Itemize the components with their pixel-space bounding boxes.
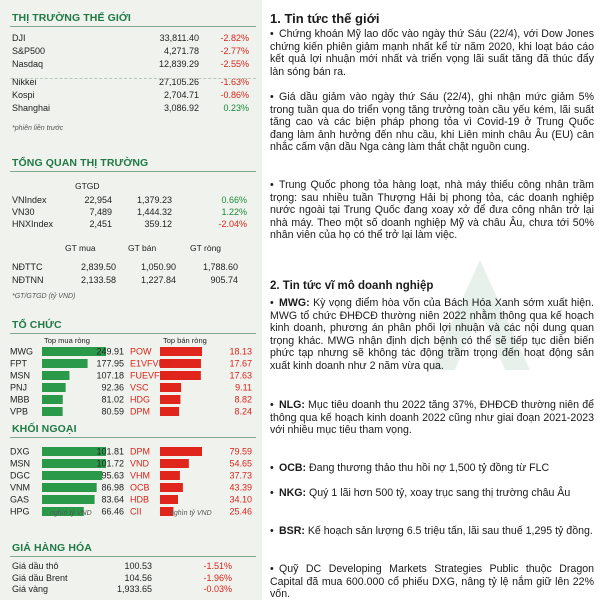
macro-news-item: • MWG: Kỳ vọng điểm hòa vốn của Bách Hóa Xanh sớm xuất hiện. MWG tổ chức ĐHĐCĐ thường niên 2022 nhằm thông qua kế hoạch kinh doanh, phương án phân phối lợi nhuận và các nội dung quan trọng khác. MWG nhận định dịch bệnh có thể sẽ tiếp tục diễn biến phức tạp nhưng sẽ không tác động trầm trọng đến hoạt động sản xuất kinh doanh như 2 năm vừa qua. <box>270 297 594 372</box>
index-value: 1,444.32 <box>136 207 172 217</box>
foreign-sell-unit: nghìn tỷ VND <box>170 510 212 517</box>
buy-value: 101.81 <box>96 446 124 457</box>
index-change: 0.23% <box>223 103 249 113</box>
buy-ticker: DXG <box>10 446 30 457</box>
index-value: 12,839.29 <box>158 59 199 69</box>
commodity-change: -0.03% <box>203 584 232 594</box>
world-news-item: • Giá dầu giảm vào ngày thứ Sáu (22/4), ghi nhận mức giảm 5% trong tuần qua do triển vọng tăng trưởng toàn cầu yếu kém, lãi suất tăng cao và các biện pháp phong tỏa vì Covid-19 ở Trung Quốc đang làm ảnh hưởng đến nhu cầu, khi Liên minh châu Âu (EU) cân nhắc cấm vận dầu Nga càng làm thắt chặt nguồn cung. <box>270 91 594 154</box>
macro-news-item: • BSR: Kế hoạch sản lượng 6.5 triệu tấn, lãi sau thuế 1,295 tỷ đồng. <box>270 525 593 537</box>
investor-buy: 2,839.50 <box>80 262 116 272</box>
world-news-heading: 1. Tin tức thế giới <box>270 11 380 26</box>
macro-news-heading: 2. Tin tức vĩ mô doanh nghiệp <box>270 280 434 292</box>
buy-value: 92.36 <box>101 382 124 393</box>
sell-ticker: HDB <box>130 494 150 505</box>
index-value: 3,086.92 <box>163 103 199 113</box>
investor-name: NĐTNN <box>12 275 44 285</box>
macro-news-item: • NLG: Mục tiêu doanh thu 2022 tăng 37%, ĐHĐCĐ thường niên để thông qua kế hoạch kinh doanh 2022 cũng như giai đoạn 2021-2023 với nhiều mục tiêu tham vọng. <box>270 399 594 437</box>
sell-value: 34.10 <box>229 494 252 505</box>
market-sidebar <box>0 0 262 600</box>
world-market-row <box>12 45 257 58</box>
buy-bar <box>42 471 102 480</box>
sell-ticker: VSC <box>130 382 149 393</box>
index-value: 33,811.40 <box>159 33 199 43</box>
institutional-buy-label: Top mua ròng <box>44 336 90 345</box>
commodity-change: -1.51% <box>203 561 232 571</box>
sell-bar <box>160 459 189 468</box>
sell-value: 79.59 <box>229 446 252 457</box>
commodity-name: Giá dầu thô <box>12 561 59 571</box>
index-change: -2.04% <box>218 219 247 229</box>
buy-bar <box>42 395 63 404</box>
investor-net: 905.74 <box>210 275 238 285</box>
sell-value: 18.13 <box>229 346 252 357</box>
foreign-buy-unit: nghìn tỷ VND <box>50 510 92 517</box>
foreign-chart <box>0 446 262 522</box>
sell-ticker: HDG <box>130 394 150 405</box>
overview-gtgd-header: GTGD <box>75 181 100 191</box>
sell-ticker: FUEVFVN <box>130 370 173 381</box>
news-main <box>270 0 596 600</box>
sell-ticker: DPM <box>130 406 150 417</box>
macro-news-item: • Quỹ DC Developing Markets Strategies Public thuộc Dragon Capital đã mua 600.000 cổ phiếu DXG, nâng tỷ lệ nắm giữ lên 22% vốn. <box>270 563 594 601</box>
buy-value: 249.91 <box>96 346 124 357</box>
index-name: VNIndex <box>12 195 47 205</box>
buy-ticker: FPT <box>10 358 27 369</box>
world-news-item: • Trung Quốc phong tỏa hàng loạt, nhà máy thiếu công nhân trầm trọng: sau nhiều tuần Thượng Hải bị phong tỏa, các doanh nghiệp nước ngoài tại Trung Quốc đang xoay xở để đưa công nhân trở lại nhà máy. Theo một số doanh nghiệp Mỹ và châu Âu, chưa tới 50% nhân viên của họ có thể trở lại làm việc. <box>270 179 594 242</box>
world-market-row <box>12 102 257 115</box>
index-name: Nikkei <box>12 77 37 87</box>
buy-value: 95.63 <box>101 470 124 481</box>
index-gtgd: 7,489 <box>89 207 112 217</box>
index-value: 359.12 <box>144 219 172 229</box>
sell-value: 17.67 <box>229 358 252 369</box>
sell-ticker: CII <box>130 506 142 517</box>
index-change: -2.55% <box>220 59 249 69</box>
investor-buy: 2,133.58 <box>80 275 116 285</box>
sell-value: 9.11 <box>235 382 252 393</box>
buy-ticker: MSN <box>10 458 30 469</box>
buy-value: 177.95 <box>96 358 124 369</box>
index-gtgd: 2,451 <box>89 219 112 229</box>
commodity-value: 1,933.65 <box>116 584 152 594</box>
overview-flow-row <box>12 261 257 274</box>
macro-news-item: • NKG: Quý 1 lãi hơn 500 tỷ, xoay trục sang thị trường châu Âu <box>270 487 571 499</box>
sell-bar <box>160 471 180 480</box>
index-value: 2,704.71 <box>163 90 199 100</box>
investor-sell: 1,227.84 <box>140 275 176 285</box>
buy-value: 107.18 <box>96 370 124 381</box>
buy-ticker: MBB <box>10 394 30 405</box>
sell-value: 17.63 <box>229 370 252 381</box>
overview-title: TỔNG QUAN THỊ TRƯỜNG <box>12 157 149 169</box>
sell-value: 8.82 <box>234 394 252 405</box>
index-value: 1,379.23 <box>136 195 172 205</box>
sell-value: 25.46 <box>229 506 252 517</box>
buy-value: 101.72 <box>96 458 124 469</box>
index-value: 4,271.78 <box>163 46 199 56</box>
buy-bar <box>42 407 63 416</box>
world-market-divider <box>10 78 256 79</box>
buy-value: 80.59 <box>101 406 124 417</box>
overview-note: *GT/GTGD (tỷ VND) <box>12 293 76 300</box>
investor-net: 1,788.60 <box>202 262 238 272</box>
foreign-rule <box>10 437 256 438</box>
world-market-note: *phiên liền trước <box>12 125 64 132</box>
sell-bar <box>160 407 179 416</box>
index-change: 1.22% <box>221 207 247 217</box>
overview-header-net: GT ròng <box>190 243 222 253</box>
buy-value: 86.98 <box>101 482 124 493</box>
sell-ticker: E1VFVN30 <box>130 358 176 369</box>
buy-ticker: HPG <box>10 506 30 517</box>
commodity-row <box>12 583 257 596</box>
institutional-rule <box>10 333 256 334</box>
index-value: 27,105.26 <box>158 77 199 87</box>
sell-bar <box>160 483 183 492</box>
sell-bar <box>160 447 202 456</box>
buy-value: 66.46 <box>101 506 124 517</box>
commodities-title: GIÁ HÀNG HÓA <box>12 542 92 554</box>
buy-ticker: GAS <box>10 494 30 505</box>
index-name: DJI <box>12 33 26 43</box>
world-market-row <box>12 89 257 102</box>
sell-ticker: VND <box>130 458 150 469</box>
index-name: Nasdaq <box>12 59 44 69</box>
overview-flow-row <box>12 274 257 287</box>
buy-bar <box>42 383 66 392</box>
buy-value: 81.02 <box>101 394 124 405</box>
sell-value: 37.73 <box>229 470 252 481</box>
index-gtgd: 22,954 <box>84 195 112 205</box>
investor-name: NĐTTC <box>12 262 43 272</box>
buy-bar <box>42 483 97 492</box>
buy-ticker: MSN <box>10 370 30 381</box>
buy-bar <box>42 359 88 368</box>
buy-ticker: PNJ <box>10 382 28 393</box>
commodity-value: 104.56 <box>124 572 152 583</box>
sell-value: 8.24 <box>234 406 252 417</box>
index-name: VN30 <box>12 207 35 217</box>
buy-bar <box>42 495 95 504</box>
commodities-rule <box>10 556 256 557</box>
commodity-name: Giá vàng <box>12 584 49 594</box>
buy-value: 83.64 <box>101 494 124 505</box>
buy-ticker: MWG <box>10 346 33 357</box>
buy-ticker: DGC <box>10 470 30 481</box>
index-change: -2.82% <box>220 33 249 43</box>
world-market-rule <box>10 26 256 27</box>
index-name: HNXIndex <box>12 219 54 229</box>
world-market-row <box>12 58 257 71</box>
world-market-row <box>12 32 257 45</box>
index-name: Kospi <box>12 90 35 100</box>
world-news-item: • Chứng khoán Mỹ lao dốc vào ngày thứ Sáu (22/4), với Dow Jones chứng kiến phiên giảm mạnh nhất kể từ năm 2020, khi loạt báo cáo kết quả lợi nhuận mới nhất và triển vọng lãi suất tăng đã thúc đẩy làn sóng bán ra. <box>270 28 594 78</box>
index-change: -0.86% <box>220 90 249 100</box>
sell-bar <box>160 347 202 356</box>
index-change: -1.63% <box>220 77 249 87</box>
sell-ticker: OCB <box>130 482 150 493</box>
overview-header-sell: GT bán <box>128 243 157 253</box>
index-name: Shanghai <box>12 103 51 113</box>
commodity-name: Giá dầu Brent <box>12 572 68 583</box>
sell-bar <box>160 495 178 504</box>
investor-sell: 1,050.90 <box>140 262 176 272</box>
institutional-title: TỔ CHỨC <box>12 319 62 331</box>
institutional-chart <box>0 346 262 422</box>
sell-value: 43.39 <box>229 482 252 493</box>
overview-rule <box>10 171 256 172</box>
buy-ticker: VPB <box>10 406 29 417</box>
sell-bar <box>160 383 181 392</box>
sell-ticker: DPM <box>130 446 150 457</box>
buy-bar <box>42 371 69 380</box>
foreign-title: KHỐI NGOẠI <box>12 423 77 435</box>
sell-ticker: VHM <box>130 470 150 481</box>
commodity-value: 100.53 <box>124 561 152 571</box>
sell-value: 54.65 <box>229 458 252 469</box>
world-market-title: THỊ TRƯỜNG THẾ GIỚI <box>12 12 131 24</box>
commodity-change: -1.96% <box>203 572 232 583</box>
buy-ticker: VNM <box>10 482 30 493</box>
index-change: -2.77% <box>220 46 249 56</box>
overview-header-buy: GT mua <box>65 243 96 253</box>
sell-bar <box>160 395 180 404</box>
index-name: S&P500 <box>12 46 46 56</box>
overview-row <box>12 218 257 231</box>
index-change: 0.66% <box>221 195 247 205</box>
sell-ticker: POW <box>130 346 152 357</box>
institutional-sell-label: Top bán ròng <box>163 336 207 345</box>
macro-news-item: • OCB: Đang thương thảo thu hồi nợ 1,500 tỷ đồng từ FLC <box>270 462 550 474</box>
